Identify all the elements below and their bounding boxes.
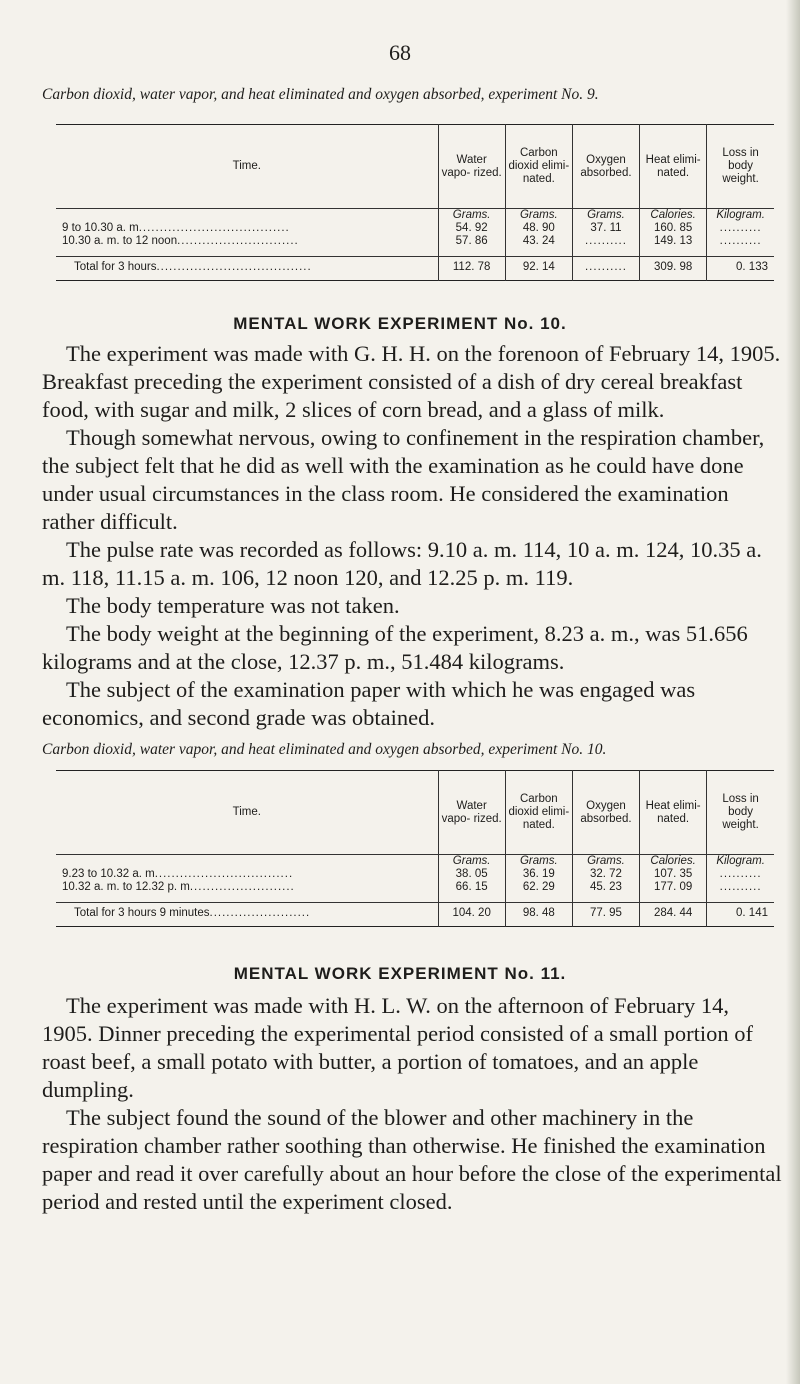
row-loss: .......... xyxy=(707,222,774,235)
table-caption-exp10: Carbon dioxid, water vapor, and heat eliminated and oxygen absorbed, experiment No. 10. xyxy=(42,741,607,758)
unit-water: Grams. xyxy=(438,209,505,223)
row-heat: 177. 09 xyxy=(640,881,707,903)
header-co2: Carbon dioxid elimi- nated. xyxy=(505,125,572,209)
row-oxygen: 45. 23 xyxy=(572,881,639,903)
total-water: 104. 20 xyxy=(438,903,505,927)
total-heat: 284. 44 xyxy=(640,903,707,927)
unit-co2: Grams. xyxy=(505,209,572,223)
unit-heat: Calories. xyxy=(640,855,707,869)
header-oxygen: Oxygen absorbed. xyxy=(572,771,639,855)
section-heading-exp10: MENTAL WORK EXPERIMENT No. 10. xyxy=(233,314,567,333)
total-oxygen: 77. 95 xyxy=(572,903,639,927)
paragraph: The subject found the sound of the blower and other machinery in the respiration chamber rather soothing than otherwise. He finished the examination paper and read it over carefully about an hour before the close of the experimental period and rested until the experiment closed. xyxy=(42,1105,782,1214)
row-water: 66. 15 xyxy=(438,881,505,903)
paragraph: Though somewhat nervous, owing to confinement in the respiration chamber, the subject felt that he did as well with the examination as he could have done under usual circumstances in the class room. He considered the examination rather difficult. xyxy=(42,425,765,534)
row-loss: .......... xyxy=(707,881,774,903)
table-total-row: Total for 3 hours..................................... 112. 78 92. 14 .......... 309. 98 0. 133 xyxy=(56,257,774,281)
row-heat: 149. 13 xyxy=(640,235,707,257)
paragraph: The body temperature was not taken. xyxy=(66,593,400,618)
section-heading-exp11: MENTAL WORK EXPERIMENT No. 11. xyxy=(233,964,567,983)
header-time: Time. xyxy=(56,125,438,209)
row-time: 10.30 a. m. to 12 noon xyxy=(62,235,178,247)
row-water: 38. 05 xyxy=(438,868,505,881)
units-row xyxy=(56,209,774,223)
table-row: 10.32 a. m. to 12.32 p. m......................... 66. 15 62. 29 45. 23 177. 09 .......... xyxy=(56,881,774,903)
row-oxygen: 37. 11 xyxy=(572,222,639,235)
row-time: 10.32 a. m. to 12.32 p. m xyxy=(62,881,190,893)
row-time: 9 to 10.30 a. m xyxy=(62,222,139,234)
unit-water: Grams. xyxy=(438,855,505,869)
row-water: 54. 92 xyxy=(438,222,505,235)
row-time: 9.23 to 10.32 a. m xyxy=(62,868,155,880)
total-co2: 92. 14 xyxy=(505,257,572,281)
total-heat: 309. 98 xyxy=(640,257,707,281)
row-co2: 43. 24 xyxy=(505,235,572,257)
page-edge-shadow xyxy=(786,0,800,1384)
header-loss: Loss in body weight. xyxy=(707,125,774,209)
table-header-row xyxy=(56,771,774,855)
row-oxygen: .......... xyxy=(572,235,639,257)
unit-oxygen: Grams. xyxy=(572,855,639,869)
table-exp9 xyxy=(56,124,774,281)
row-water: 57. 86 xyxy=(438,235,505,257)
table-row: 9 to 10.30 a. m.................................... 54. 92 48. 90 37. 11 160. 85 .......... xyxy=(56,222,774,235)
unit-heat: Calories. xyxy=(640,209,707,223)
header-loss: Loss in body weight. xyxy=(707,771,774,855)
body-text-exp10 xyxy=(42,340,782,732)
row-co2: 48. 90 xyxy=(505,222,572,235)
header-water: Water vapo- rized. xyxy=(438,771,505,855)
header-heat: Heat elimi- nated. xyxy=(640,125,707,209)
header-water: Water vapo- rized. xyxy=(438,125,505,209)
unit-loss: Kilogram. xyxy=(707,209,774,223)
paragraph: The experiment was made with H. L. W. on the afternoon of February 14, 1905. Dinner preceding the experimental period consisted of a small portion of roast beef, a small potato with butter, a portion of tomatoes, and an apple dumpling. xyxy=(42,993,754,1102)
unit-co2: Grams. xyxy=(505,855,572,869)
row-loss: .......... xyxy=(707,235,774,257)
paragraph: The pulse rate was recorded as follows: 9.10 a. m. 114, 10 a. m. 124, 10.35 a. m. 118, 11.15 a. m. 106, 12 noon 120, and 12.25 p. m. 119. xyxy=(42,537,762,590)
total-time: Total for 3 hours xyxy=(74,261,157,273)
total-loss: 0. 141 xyxy=(707,903,774,927)
header-co2: Carbon dioxid elimi- nated. xyxy=(505,771,572,855)
table-caption-exp9: Carbon dioxid, water vapor, and heat eliminated and oxygen absorbed, experiment No. 9. xyxy=(42,86,599,103)
body-text-exp11 xyxy=(42,992,782,1216)
total-oxygen: .......... xyxy=(572,257,639,281)
units-row xyxy=(56,855,774,869)
header-oxygen: Oxygen absorbed. xyxy=(572,125,639,209)
table-row: 10.30 a. m. to 12 noon............................. 57. 86 43. 24 .......... 149. 13 .......... xyxy=(56,235,774,257)
total-co2: 98. 48 xyxy=(505,903,572,927)
table-total-row: Total for 3 hours 9 minutes........................ 104. 20 98. 48 77. 95 284. 44 0. 141 xyxy=(56,903,774,927)
header-time: Time. xyxy=(56,771,438,855)
total-time: Total for 3 hours 9 minutes xyxy=(74,907,210,919)
unit-loss: Kilogram. xyxy=(707,855,774,869)
page-number: 68 xyxy=(389,40,411,65)
paragraph: The experiment was made with G. H. H. on the forenoon of February 14, 1905. Breakfast preceding the experiment consisted of a dish of dry cereal breakfast food, with sugar and milk, 2 slices of corn bread, and a glass of milk. xyxy=(42,341,781,422)
row-heat: 107. 35 xyxy=(640,868,707,881)
row-heat: 160. 85 xyxy=(640,222,707,235)
row-co2: 62. 29 xyxy=(505,881,572,903)
total-water: 112. 78 xyxy=(438,257,505,281)
table-header-row xyxy=(56,125,774,209)
paragraph: The subject of the examination paper with which he was engaged was economics, and second grade was obtained. xyxy=(42,677,696,730)
table-row: 9.23 to 10.32 a. m................................. 38. 05 36. 19 32. 72 107. 35 .......... xyxy=(56,868,774,881)
table-exp10 xyxy=(56,770,774,927)
row-co2: 36. 19 xyxy=(505,868,572,881)
row-loss: .......... xyxy=(707,868,774,881)
paragraph: The body weight at the beginning of the experiment, 8.23 a. m., was 51.656 kilograms and at the close, 12.37 p. m., 51.484 kilograms. xyxy=(42,621,748,674)
total-loss: 0. 133 xyxy=(707,257,774,281)
unit-oxygen: Grams. xyxy=(572,209,639,223)
header-heat: Heat elimi- nated. xyxy=(640,771,707,855)
row-oxygen: 32. 72 xyxy=(572,868,639,881)
